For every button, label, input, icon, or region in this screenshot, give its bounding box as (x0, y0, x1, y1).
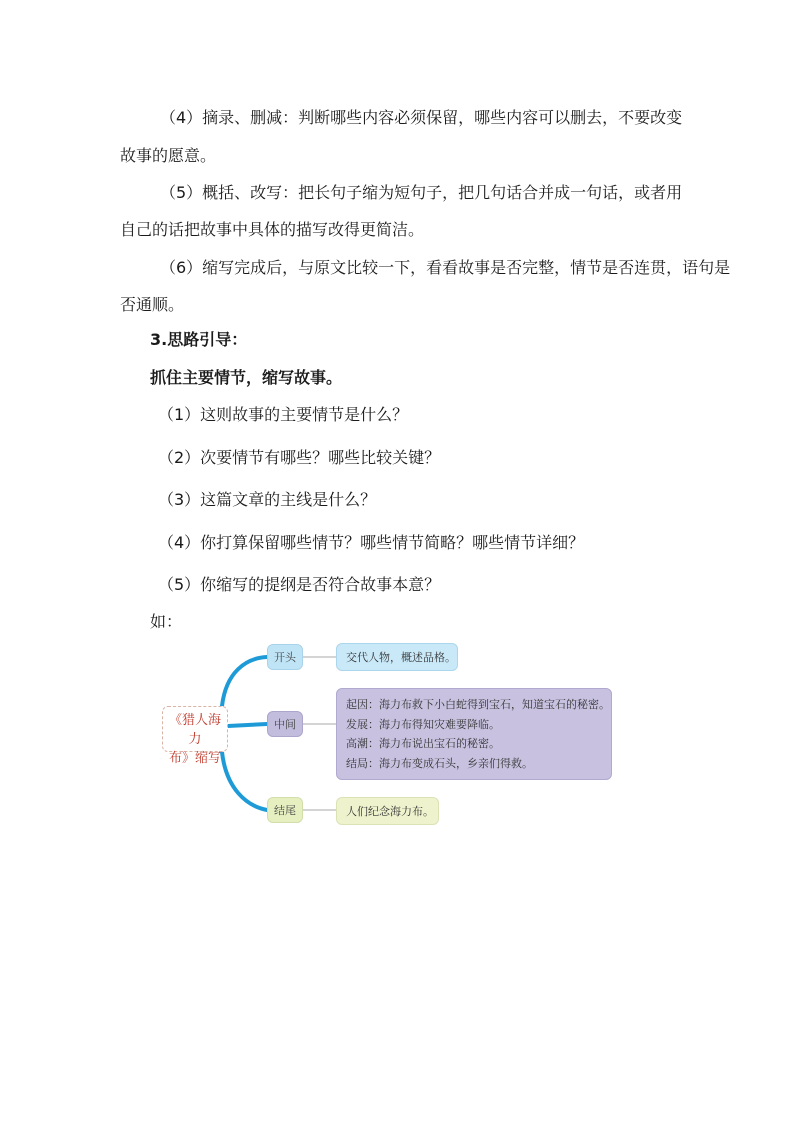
leaf-middle (336, 688, 612, 780)
leaf-middle-ending: 结局：海力布变成石头，乡亲们得救。 (346, 756, 533, 770)
branch-end: 结尾 (267, 797, 303, 823)
leaf-end: 人们纪念海力布。 (336, 797, 439, 825)
question-4: （4）你打算保留哪些情节？哪些情节简略？哪些情节详细？ (158, 533, 585, 552)
section-subheading: 抓住主要情节，缩写故事。 (150, 368, 343, 387)
paragraph-4-line1: （4）摘录、删减：判断哪些内容必须保留，哪些内容可以删去，不要改变 (160, 108, 683, 127)
mindmap-root (162, 706, 228, 766)
question-1: （1）这则故事的主要情节是什么？ (158, 405, 409, 424)
paragraph-4-line2: 故事的愿意。 (120, 146, 217, 165)
branch-start: 开头 (267, 644, 303, 670)
paragraph-5-line1: （5）概括、改写：把长句子缩为短句子，把几句话合并成一句话，或者用 (160, 183, 683, 202)
question-3: （3）这篇文章的主线是什么？ (158, 490, 377, 509)
paragraph-6-line2: 否通顺。 (120, 295, 185, 314)
question-5: （5）你缩写的提纲是否符合故事本意？ (158, 575, 441, 594)
question-2: （2）次要情节有哪些？哪些比较关键？ (158, 448, 441, 467)
example-label: 如： (150, 612, 183, 631)
root-title-line1: 《猎人海力 (168, 713, 221, 747)
leaf-middle-development: 发展：海力布得知灾难要降临。 (346, 717, 500, 731)
connector-root-start (222, 657, 267, 706)
root-title-line2: 布》缩写 (168, 751, 221, 766)
leaf-middle-climax: 高潮：海力布说出宝石的秘密。 (346, 737, 500, 750)
leaf-start: 交代人物，概述品格。 (336, 643, 458, 671)
paragraph-5-line2: 自己的话把故事中具体的描写改得更简洁。 (120, 220, 425, 239)
leaf-middle-cause: 起因：海力布救下小白蛇得到宝石，知道宝石的秘密。 (346, 698, 610, 711)
paragraph-6-line1: （6）缩写完成后，与原文比较一下，看看故事是否完整，情节是否连贯，语句是 (160, 258, 731, 277)
connector-root-end (222, 752, 267, 810)
section-heading: 3.思路引导： (150, 330, 248, 349)
connector-root-middle (228, 724, 267, 726)
branch-middle: 中间 (267, 711, 303, 737)
